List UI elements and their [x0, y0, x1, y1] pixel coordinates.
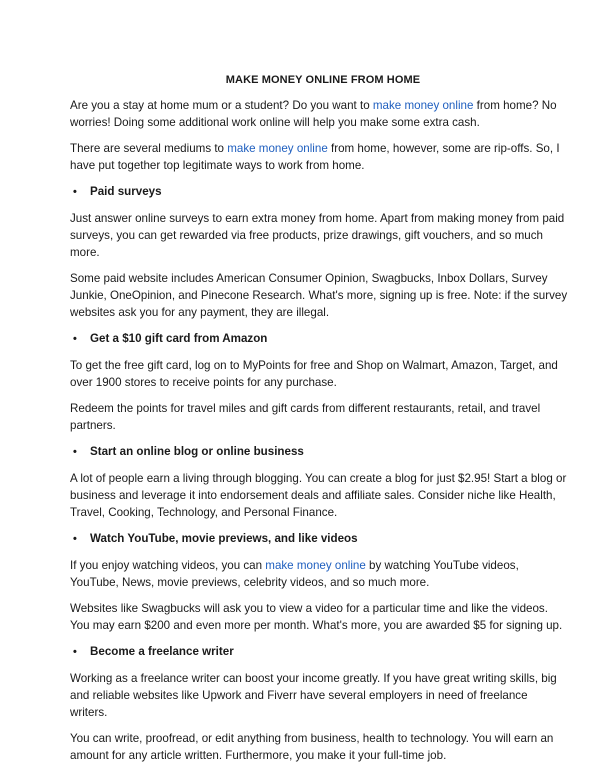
page-title: MAKE MONEY ONLINE FROM HOME: [225, 74, 421, 86]
gift-card-paragraph-1: To get the free gift card, log on to MyPoints for free and Shop on Walmart, Amazon, Target, and over 1900 stores to receive points for any purchase.: [70, 359, 558, 389]
intro-text-a: Are you a stay at home mum or a student? Do you want to: [70, 99, 373, 112]
section-heading-blog: [70, 443, 568, 461]
blog-paragraph-1: A lot of people earn a living through blogging. You can create a blog for just $2.95! Start a blog or business and leverage it into endorsement deals and affiliate sales. Consider niche like Health, Travel, Cooking, Technology, and Personal Finance.: [70, 472, 567, 519]
paid-surveys-paragraph-1: Just answer online surveys to earn extra money from home. Apart from making money from paid surveys, you can get rewarded via free products, prize drawings, gift vouchers, and so much more.: [70, 212, 565, 259]
youtube-paragraph-1: [70, 557, 568, 591]
make-money-online-link-3[interactable]: make money online: [265, 559, 366, 572]
intro2-text-a: There are several mediums to: [70, 142, 228, 155]
intro-paragraph-2: [70, 140, 568, 174]
section-heading-freelance: [70, 643, 568, 661]
bullet-icon: •: [73, 533, 77, 545]
youtube-paragraph-2: Websites like Swagbucks will ask you to view a video for a particular time and like the videos. You may earn $200 and even more per month. What's more, you are awarded $5 for signing up.: [70, 602, 563, 632]
bullet-icon: •: [73, 186, 77, 198]
bullet-icon: •: [73, 333, 77, 345]
gift-card-paragraph-2: Redeem the points for travel miles and gift cards from different restaurants, retail, and travel partners.: [70, 402, 541, 432]
section-heading-gift-card: [70, 330, 568, 348]
heading-text: Start an online blog or online business: [90, 445, 304, 458]
paid-surveys-paragraph-2: Some paid website includes American Consumer Opinion, Swagbucks, Inbox Dollars, Survey Junkie, OneOpinion, and Pinecone Research. What's more, signing up is free. Note: if the survey websites ask you for any payment, they are illegal.: [70, 272, 568, 319]
freelance-paragraph-1: Working as a freelance writer can boost your income greatly. If you have great writing skills, big and reliable websites like Upwork and Fiverr have several employers in need of freelance writers.: [70, 672, 557, 719]
intro-paragraph-1: [70, 97, 568, 131]
bullet-icon: •: [73, 446, 77, 458]
section-heading-youtube: [70, 530, 568, 548]
heading-text: Paid surveys: [90, 185, 162, 198]
make-money-online-link-1[interactable]: make money online: [372, 99, 474, 112]
intro2-text-b: from home, however, some are rip-offs. So, I have put together top legitimate ways to work from home.: [70, 142, 560, 172]
heading-text: Get a $10 gift card from Amazon: [90, 332, 268, 345]
heading-text: Watch YouTube, movie previews, and like videos: [90, 532, 358, 545]
intro-text-b: from home? No worries! Doing some additional work online will help you make some extra cash.: [70, 99, 557, 129]
heading-text: Become a freelance writer: [90, 645, 234, 658]
make-money-online-link-2[interactable]: make money online: [227, 142, 328, 155]
section-heading-paid-surveys: [70, 183, 568, 201]
bullet-icon: •: [73, 646, 77, 658]
freelance-paragraph-2: You can write, proofread, or edit anything from business, health to technology. You will earn an amount for any article written. Furthermore, you make it your full-time job.: [70, 732, 554, 762]
youtube-text-b: by watching YouTube videos, YouTube, News, movie previews, celebrity videos, and so much more.: [70, 559, 519, 589]
youtube-text-a: If you enjoy watching videos, you can: [70, 559, 266, 572]
